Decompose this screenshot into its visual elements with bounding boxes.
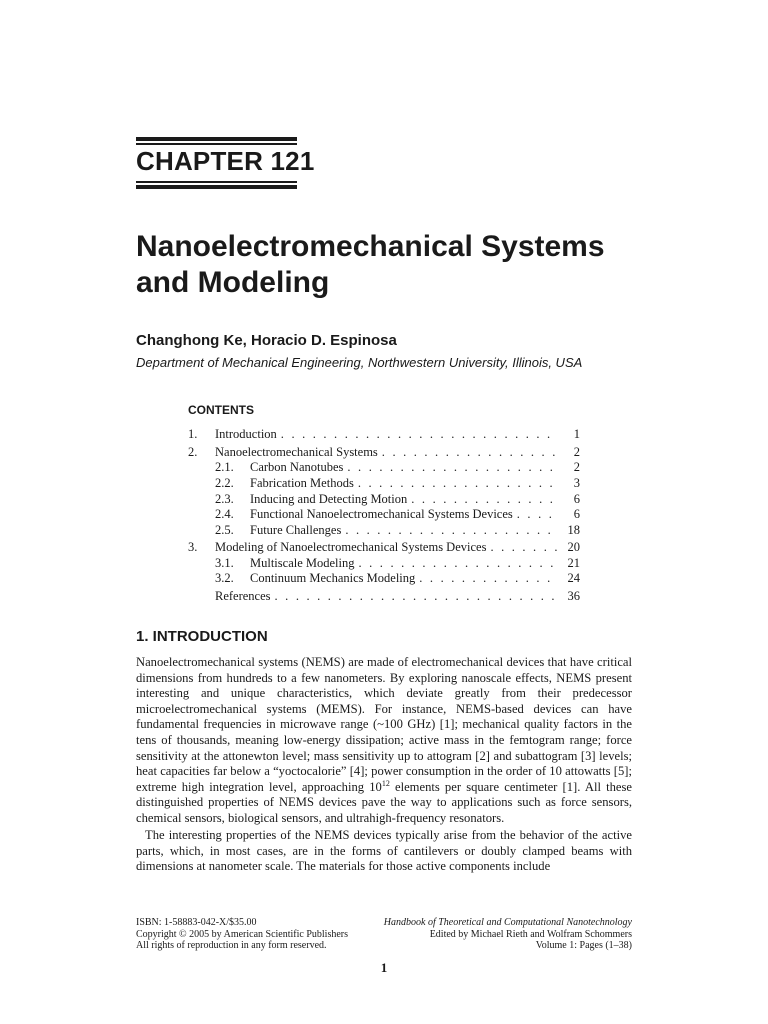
footer-publication-info [136,917,348,952]
toc-entry-page: 24 [567,571,580,585]
toc-entry[interactable] [0,521,768,539]
toc-entry-number: 2.3. [215,492,234,506]
toc-entry-title: References [215,589,271,603]
footer-book-info [372,917,632,952]
page-number: 1 [380,960,388,975]
toc-entry-page: 1 [573,427,580,441]
superscript: 12 [381,778,390,788]
paragraph-text: The interesting properties of the NEMS devices typically arise from the behavior of the active parts, which, in most cases, are in the forms of cantilevers or doubly clamped beams with dimensions at nanometer scale. The materials for those active components include [136,828,632,874]
toc-entry-page: 20 [567,540,580,554]
toc-entry-number: 3.1. [215,556,234,570]
authors: Changhong Ke, Horacio D. Espinosa [136,332,397,349]
toc-leader-dots [345,521,558,539]
toc-entry-number: 2. [188,445,198,459]
toc-entry-page: 21 [567,556,580,570]
toc-entry-page: 6 [573,492,580,506]
toc-leader-dots [281,425,558,443]
toc-entry-title: Continuum Mechanics Modeling [250,571,416,585]
affiliation: Department of Mechanical Engineering, Northwestern University, Illinois, USA [136,355,583,370]
toc-entry-number: 3.2. [215,571,234,585]
toc-entry-number: 1. [188,427,198,441]
body-paragraph [136,828,632,875]
toc-entry-page: 2 [573,445,580,459]
chapter-title-line-2: and Modeling [136,266,330,299]
chapter-label: CHAPTER 121 [136,146,315,176]
toc-entry-title: Modeling of Nanoelectromechanical Systems Devices [215,540,487,554]
editors-line: Edited by Michael Rieth and Wolfram Schommers [429,928,632,940]
section-heading: 1. INTRODUCTION [136,628,268,645]
toc-leader-dots [419,569,558,587]
chapter-rule-top [136,137,297,141]
toc-entry[interactable] [0,425,768,443]
chapter-rule-upper-thin [136,143,297,145]
contents-heading: CONTENTS [188,403,254,417]
toc-entry-number: 3. [188,540,198,554]
toc-entry[interactable] [0,587,768,605]
toc-entry-title: Future Challenges [250,523,342,537]
toc-entry-number: 2.2. [215,476,234,490]
paragraph-text: elements per square centimeter [1]. All these distinguished properties of NEMS devices pave the way to applications such as force sensors, chemical sensors, biological sensors, and ultrahigh-frequency resonators. [136,779,632,825]
chapter-title-line-1: Nanoelectromechanical Systems [136,230,605,263]
toc-leader-dots [275,587,558,605]
toc-entry-page: 6 [573,507,580,521]
toc-entry-title: Nanoelectromechanical Systems [215,445,378,459]
toc-entry-title: Inducing and Detecting Motion [250,492,408,506]
toc-entry-title: Introduction [215,427,277,441]
toc-entry-page: 3 [573,476,580,490]
chapter-rule-bottom [136,185,297,189]
toc-entry[interactable] [0,569,768,587]
toc-entry-number: 2.4. [215,507,234,521]
rights-line: All rights of reproduction in any form reserved. [136,940,327,951]
volume-pages-line: Volume 1: Pages (1–38) [535,940,632,951]
toc-entry-title: Multiscale Modeling [250,556,355,570]
book-title: Handbook of Theoretical and Computational Nanotechnology [383,917,632,928]
body-paragraph [136,655,632,827]
toc-entry-title: Functional Nanoelectromechanical Systems Devices [250,507,513,521]
toc-entry-number: 2.5. [215,523,234,537]
toc-entry-number: 2.1. [215,460,234,474]
copyright-line: Copyright © 2005 by American Scientific Publishers [136,928,349,940]
toc-entry-page: 2 [573,460,580,474]
toc-entry-title: Fabrication Methods [250,476,354,490]
chapter-rule-lower-thin [136,181,297,183]
toc-entry-title: Carbon Nanotubes [250,460,344,474]
toc-entry-page: 36 [567,589,580,603]
paragraph-text: Nanoelectromechanical systems (NEMS) are made of electromechanical devices that have critical dimensions from hundreds to a few nanometers. By exploring nanoscale effects, NEMS present interesting and unique characteristics, which deviate greatly from their predecessor microelectromechanical systems (MEMS). For instance, NEMS-based devices can have fundamental frequencies in microwave range (~100 GHz) [1]; mechanical quality factors in the tens of thousands, meaning low-energy dissipation; active mass in the femtogram range; force sensitivity at the attonewton level; mass sensitivity up to attogram [2] and subattogram [3] levels; heat capacities far below a “yoctocalorie” [4]; power consumption in the order of 10 attowatts [5]; extreme high integration level, approaching 10 [136,655,632,794]
toc-entry-page: 18 [567,523,580,537]
isbn-line: ISBN: 1-58883-042-X/$35.00 [136,917,257,928]
